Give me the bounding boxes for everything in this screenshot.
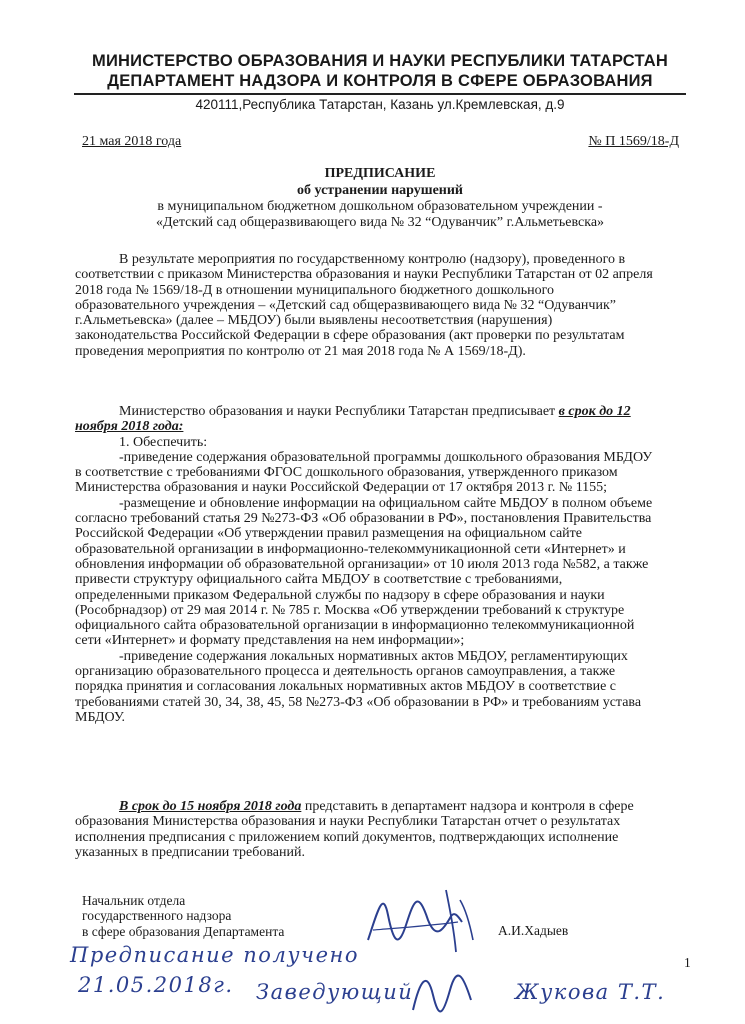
bullet-2-line: Российской Федерации «Об утверждении правил размещения на официальном сайте [75,526,582,542]
handwritten-date: 21.05.2018г. [78,973,234,997]
report-first-line [75,799,685,814]
signatory-name: А.И.Хадыев [498,923,569,938]
bullet-1-line: Министерства образования и науки Российской Федерации от 17 октября 2013 г. № 1155; [75,480,608,496]
bullet-3-line: требованиями статей 30, 34, 38, 45, 58 №273-ФЗ «Об образовании в РФ» и требованиям устава [75,694,642,710]
report-deadline: В срок до 15 ноября 2018 года [119,799,302,814]
title-line-2: «Детский сад общеразвивающего вида № 32 “Одуванчик” г.Альметьевска» [155,215,605,230]
intro-line: законодательства Российской Федерации в сфере образования (акт проверки по результатам [75,328,625,344]
bullet-2-line: сети «Интернет» и формату представления на нем информации»; [75,633,465,649]
bullet-2-line: привести структуру официального сайта МБДОУ в соответствие с требованиями, [75,572,563,588]
report-line: исполнения предписания с приложением копий документов, подтверждающих исполнение [75,829,619,845]
report-line: указанных в предписании требований. [75,844,305,860]
intro-line: 2018 года № 1569/18-Д в отношении муниципального бюджетного дошкольного [75,282,554,298]
handwritten-head: Заведующий [256,980,414,1004]
report-section [75,799,685,860]
intro-paragraph [75,252,685,359]
report-first-rest: представить в департамент надзора и контроля в сфере [301,799,634,814]
bullet-2-line: образовательной организации в информационно-телекоммуникационной сети «Интернет» и [75,541,626,557]
order-deadline-line [75,419,685,434]
intro-line: г.Альметьевска» (далее – МБДОУ) были выявлены несоответствия (нарушения) [75,313,553,329]
bullet-2-line: согласно требований статья 29 №273-ФЗ «Об образовании в РФ», постановления Правительства [75,511,652,527]
bullet-1-line: -приведение содержания образовательной программы дошкольного образования МБДОУ [119,449,653,465]
bullet-2-line: -размещение и обновление информации на официальном сайте МБДОУ в полном объеме [119,495,653,511]
intro-line: образовательного учреждения – «Детский сад общеразвивающего вида № 32 “Одуванчик” [75,297,616,313]
order-lead: Министерство образования и науки Республики Татарстан предписывает [119,404,559,419]
department-title: ДЕПАРТАМЕНТ НАДЗОРА И КОНТРОЛЯ В СФЕРЕ ОБРАЗОВАНИЯ [107,72,653,90]
intro-line: В результате мероприятия по государственному контролю (надзору), проведенного в [119,252,626,267]
bullet-2-line: обновления информации об образовательной организации» от 10 июля 2013 года №582, а также [75,556,649,572]
bullet-2-line: официального сайта образовательной организации в информационно телекоммуникационной [75,618,635,634]
order-lead-line [75,404,685,419]
page-number: 1 [684,955,691,970]
order-deadline-b: ноября 2018 года: [75,419,184,435]
order-deadline-a: в срок до 12 [558,404,631,419]
bullet-1-line: в соответствие с требованиями ФГОС дошкольного образования, утвержденного приказом [75,465,618,481]
header-rule [74,93,686,95]
report-line: образования Министерства образования и науки Республики Татарстан отчет о результатах [75,814,621,830]
bullet-2-line: (Рособрнадзор) от 29 мая 2014 г. № 785 г. Москва «Об утверждении требований к структуре [75,602,625,618]
document-number: № П 1569/18-Д [588,134,679,149]
title-main: ПРЕДПИСАНИЕ [324,166,436,181]
bullet-3-line: организацию образовательного процесса и деятельность органов самоуправления, а также [75,664,616,680]
bullet-3-line: порядка принятия и согласования локальных нормативных актов МБДОУ в соответствие с [75,679,617,695]
document-date: 21 мая 2018 года [82,134,182,149]
signatory-title-line: государственного надзора [82,908,232,924]
order-section [75,404,685,725]
handwritten-signature [405,960,485,1020]
bullet-3-line: -приведение содержания локальных нормативных актов МБДОУ, регламентирующих [119,648,628,664]
ministry-title: МИНИСТЕРСТВО ОБРАЗОВАНИЯ И НАУКИ РЕСПУБЛИКИ ТАТАРСТАН [92,52,668,70]
title-sub: об устранении нарушений [297,183,463,198]
official-signature [358,870,488,960]
item-heading: 1. Обеспечить: [119,434,208,450]
bullet-2-line: определенными приказом Федеральной службы по надзору в сфере образования и науки [75,587,605,603]
address: 420111,Республика Татарстан, Казань ул.Кремлевская, д.9 [195,97,565,112]
intro-line: соответствии с приказом Министерства образования и науки Республики Татарстан от 02 апреля [75,267,653,283]
bullet-3-line: МБДОУ. [75,709,125,725]
signatory-title-line: Начальник отдела [82,893,186,908]
handwritten-received: Предписание получено [70,943,359,967]
intro-line: проведения мероприятия по контролю от 21 мая 2018 года № А 1569/18-Д). [75,343,526,359]
handwritten-name: Жукова Т.Т. [515,980,666,1004]
signatory-title [82,893,284,939]
signatory-title-line: в сфере образования Департамента [82,923,285,939]
title-line-1: в муниципальном бюджетном дошкольном образовательном учреждении - [157,199,603,214]
